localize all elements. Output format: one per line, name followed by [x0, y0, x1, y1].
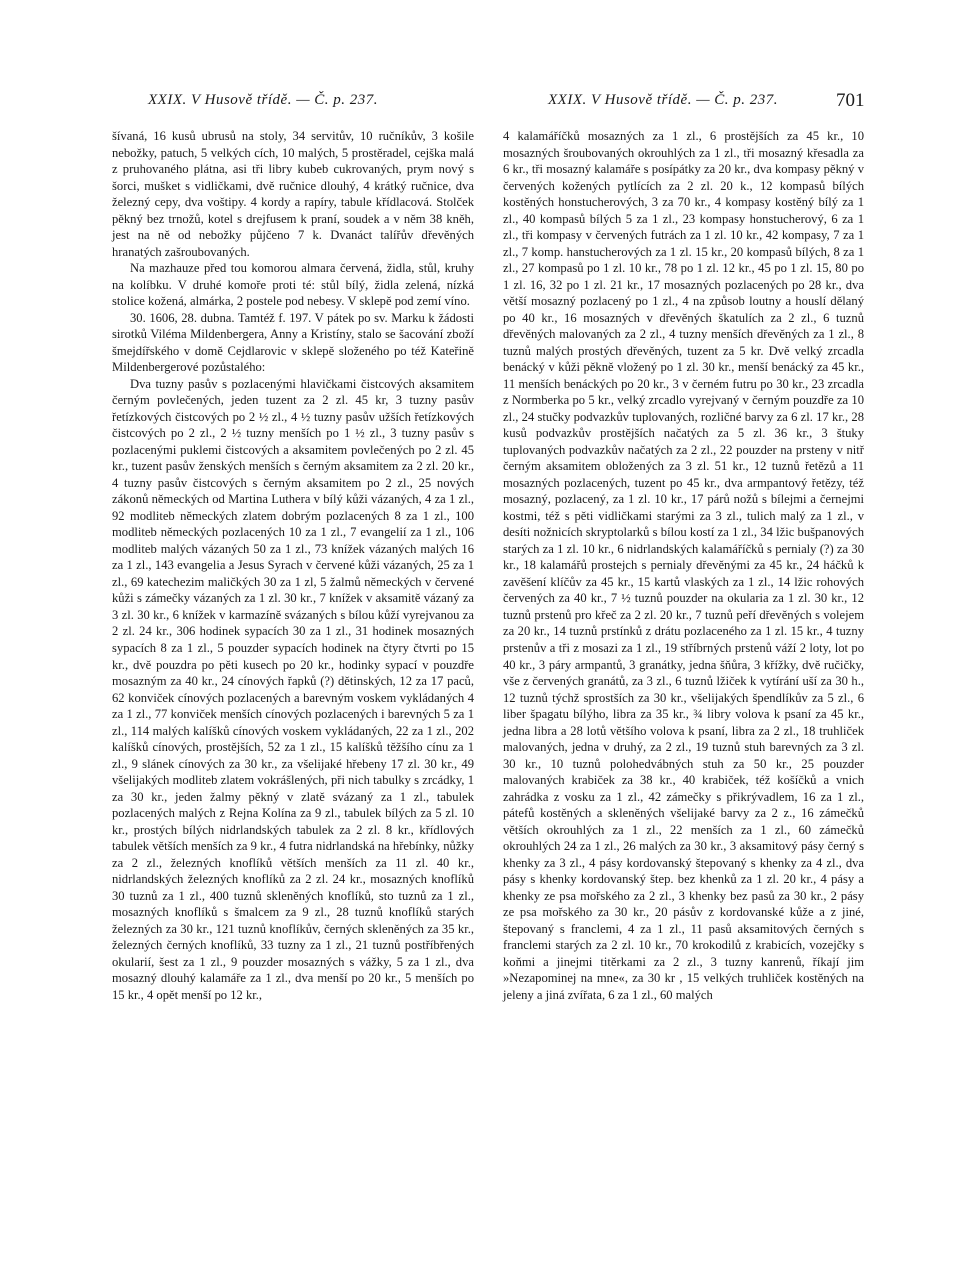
paragraph: Na mazhauze před tou komorou almara červená, židla, stůl, kruhy na kolíbku. V druhé komoře proti té: stůl bílý, židla zelená, nízká stolice kožená, almárka, 2 postele pod nebesy. V sklepě pod zemí víno. — [112, 261, 474, 309]
paragraph: šívaná, 16 kusů ubrusů na stoly, 34 servitův, 10 ručníkův, 3 košile nebožky, patuch, 5 velkých cích, 10 malých, 5 prostěradel, cejška malá z pruhovaného plátna, asi tři libry kubeb cukrovaných, prym nový s šorci, mušket s vidličkami, dvě ručnice dlouhý, 4 krátký ručnice, dva železný cepy, dva voštipy. 4 kordy a rapíry, tabule křídlacová. Stolček pěkný bez trnožů, kotel s drejfusem k praní, soudek a v něm 38 kněh, jest na ně od nebožky půjčeno 7 k. Dvanáct talířův dřevěných hranatých zašroubovaných. — [112, 129, 474, 259]
left-column — [112, 128, 474, 1003]
entry-heading-paragraph: 30. 1606, 28. dubna. Tamtéž f. 197. V pátek po sv. Marku k žádosti sirotků Viléma Mildenbergera, Anny a Kristíny, stalo se šacování zboží šmejdířského v domě Cejdlarovic v sklepě složeného po též Kateřině Mildenbergerové pozůstalého: — [112, 310, 474, 375]
page-number: 701 — [836, 90, 865, 111]
running-header-right: XXIX. V Husově třídě. — Č. p. 237. — [548, 92, 779, 108]
paragraph: 4 kalamáříčků mosazných za 1 zl., 6 prostějších za 45 kr., 10 mosazných šroubovaných okrouhlých za 1 zl., tři mosazný křesadla za 6 kr., tři mosazný kalamáře s posípátky za 20 kr., dva kompasy pěkný v červených kožených pytlících za 2 zl. 20 k., 12 kompasů bílých kostěných honstucherových, 3 za 70 kr., 4 kompasy kostěný bílý za 1 zl., 40 kompasů bílých 5 za 1 zl., 23 kompasy honstucherový, 6 za 1 zl., tři kompasy v červených futrách za 1 zl. 10 kr., 42 kompasy, 7 za 1 zl., 7 komp. hanstucherových za 1 zl. 15 kr., 20 kompasů bílých, 8 za 1 zl., 27 kompasů po 1 zl. 10 kr., 78 po 1 zl. 12 kr., 45 po 1 zl. 15, 80 po 1 zl. 16, 32 po 1 zl. 21 kr., 17 mosazných pozlacených po 28 kr., dva větší mosazný pozlacený po 1 zl., 4 na způsob loutny a houslí dělaný po 40 kr., 16 mosazných v dřevěných škatulích za 2 zl., 6 tuznů dřevěných malovaných za 2 zl., 4 tuzny menších dřevěných za 1 zl., 8 tuznů malých prostých dřevěných, tuzent za 5 kr. Dvě velký zrcadla benácký v kůži pěkně vložený po 1 zl. 30 kr., menší benácký za 45 kr., 11 menších benáckých po 20 kr., 3 v černém futru po 30 kr., 23 zrcadla z Normberka po 5 kr., velký zrcadlo vyrejvaný v černým pouzdře za 10 zl., 24 stučky podvazkův tuplovaných, rozličné barvy za 6 zl. 17 kr., 28 kusů podvazkův prostějších načatých za 5 zl. 36 kr., 3 štuky tuplovaných podvazkův načatých za 2 zl., 22 pouzder na prsteny v nitř černým aksamitem obložených za 3 zl. 51 kr., 12 tuznů řetězů a 11 mosazných pozlacených, tuzent po 45 kr., dva armpantový řetězy, též mosazný, pozlacený, za 1 zl. 10 kr., 17 párů nožů s bílejmi a černejmi kostmi, též s pěti vidličkami starými za 3 zl., tulich malý za 1 zl., v desíti nožnicích skryptolarků s bílou kostí za 1 zl., 34 lžic bušpanových starých za 1 zl. 10 kr., 6 nidrlandských kalamáříčků s pernialy (?) za 30 kr., 18 kalamářů prostejch s pernialy dřevěnými za 45 kr., 24 háčků k zavěšení klíčův za 45 kr., 15 kartů vlaských za 1 zl., 14 lžic rohových červených za 40 kr., 7 ½ tuznů pouzder na okularia za 1 zl. 30 kr., 12 tuznů prstenů pro křeč za 2 zl. 20 kr., 7 tuznů peří dřevěných s volejem za 20 kr., 14 tuznů prstínků z drátu pozlaceného za 1 zl. 15 kr., 4 tuzny prstenův a tři z mosazi za 1 zl., 19 stříbrných prstenů váží 2 loty, lot po 40 kr., 3 páry armpantů, 3 granátky, jedna šňůra, 3 křížky, dvě ručičky, vše z červených granátů, za 3 zl., 6 tuznů lžiček k vytírání uší za 30 h., 12 tuznů týchž sprostších za 30 kr., všelijakých špendlíkův za 5 zl., 6 liber špagatu bílýho, libra za 35 kr., ¾ libry volova k psaní za 45 kr., jedna libra a 28 lotů většího volova k psaní, libra za 2 zl., 18 truhliček malovaných, jedna v druhý, za 2 zl., 19 tuznů stuh barevných za 3 zl. 30 kr., 10 tuznů polohedvábných stuh za 50 kr., 25 pouzder malovaných krabiček za 38 kr., 40 krabiček, též košíčků a vnich zahrádka z vosku za 1 zl., 42 zámečky s přikrývadlem, 16 za 1 zl., pátefů kostěných a skleněných všelijaké barvy za 2 z., 16 zámečků větších okrouhlých za 1 zl., 22 menších za 1 zl., 60 zámečků okrouhlých 24 za 1 zl., 26 malých za 30 kr., 3 aksamitový pásy černý s khenky za 3 zl., 4 pásy kordovanský štepovaný s khenky za 4 zl., dva pásy s khenky kordovanský štep. bez khenků za 1 zl. 20 kr., 4 pásy a khenky ze psa mořského za 2 zl., 3 khenky bez pasů za 30 kr., 2 pásy ze psa mořského za 30 kr., 20 pásův z kordovanské kůže a z jiné, štepovaný s franclemi, 4 za 1 zl., 11 pasů aksamitových černých s franclemi starých za 2 zl. 10 kr., 70 krokodilů z krabicích, vozejčky s koňmi a jinejmi titěrkami za 2 zl., 3 tuzny kanrenů, říkají jim »Nezapominej na mne«, za 30 kr , 15 velkých truhliček kostěných na jeleny a jiná zvířata, 6 za 1 zl., 60 malých — [503, 129, 864, 1002]
paragraph: Dva tuzny pasův s pozlacenými hlavičkami čistcových aksamitem černým povlečených, jeden tuzent za 2 zl. 45 kr, 3 tuzny pasův řetízkových čistcových po 2 ½ zl., 4 ½ tuzny pasův užších řetízkových čistcových po 2 zl., 2 ½ tuzny menších po 1 ½ zl., 3 tuzny pasův s pozlacenými puklemi čistcových a aksamitem povlečených po 2 zl. 45 kr., tuzent pasův ženských menších s černým aksamitem za 2 zl. 20 kr., 4 tuzny pasův čistcových s černým aksamitem po 2 zl., 25 nových zákonů německých od Martina Luthera v bílý kůži vázaných, 4 za 1 zl., 92 modliteb německých zlatem dobrým pozlacených 8 za 1 zl., 100 modliteb německých pozlacených 10 za 1 zl., 7 evangelií za 1 zl., 106 modliteb malých vázaných 50 za 1 zl., 73 knížek vázaných malých 16 za 1 zl., 143 evangelia a Jesus Syrach v červené kůži vázaných, 25 za 1 zl., 69 katechezim maličkých 30 za 1 zl, 5 žalmů německých v červené kůži s zámečky vázaných za 1 zl. 30 kr., 7 knížek v aksamitě vázaný za 3 zl. 30 kr., 6 knížek v karmazíně svázaných s bílou kůží vyrejvanou za 2 zl. 24 kr., 306 hodinek sypacích 30 za 1 zl., 31 hodinek mosazných sypacích 8 za 1 zl., 5 pouzder sypacích hodinek na čtyry čtvrti po 15 kr., dvě pouzdra po pěti kusech po 20 kr., hodinky sypací v pouzdře mosazným za 40 kr., 24 cínových řapků (?) dětinských, 12 za 17 paců, 62 konviček cínových pozlacených a barevným voskem vykládaných 4 za 1 zl., 77 konviček menších cínových pozlacených i barevných 5 za 1 zl., 114 malých kalíšků cínových voskem vykládaných, 22 za 1 zl., 202 kalíšků cínových, prostějších, 52 za 1 zl., 15 kalíšků těžšího cínu za 1 zl., 9 slánek cínových za 30 kr., za všelijaké hřebeny 17 zl. 30 kr., 49 všelijakých modliteb zlatem vokrášlených, při nich tabulky s zrcádky, 1 za 30 kr., jeden žalmy pěkný v zlatě svázaný za 1 zl., tabulek pozlacených malých z Rejna Kolína za 9 zl., tabulek bílých za 5 zl. 10 kr., prostých bílých nidrlandských tabulek za 2 zl. 8 kr., křídlových tabulek větších menších za 9 kr., 4 futra nidrlandská na hřebínky, nůžky za 2 zl., železných knoflíků větších menších za 11 zl. 40 kr., nidrlandských železných knoflíků za 2 zl. 24 kr., mosazných knoflíků 30 tuznů za 1 zl., 400 tuznů skleněných knoflíků, sto tuznů za 1 zl., mosazných knoflíků s šmalcem za 9 zl., 28 tuznů knoflíků starých železných za 30 kr., 121 tuznů knoflíkův, černých skleněných za 35 kr., železných černých knoflíků, 33 tuzny za 1 zl., 21 tuznů postříbřených okularií, šest za 1 zl., 9 pouzder mosazných s vážky, 5 za 1 zl., dva mosazný dlouhý kalamáře za 1 zl., dva menší po 20 kr., 5 menších po 15 kr., 4 opět menší po 12 kr., — [112, 376, 474, 1002]
right-column — [503, 128, 864, 1003]
running-header-left: XXIX. V Husově třídě. — Č. p. 237. — [148, 92, 379, 108]
